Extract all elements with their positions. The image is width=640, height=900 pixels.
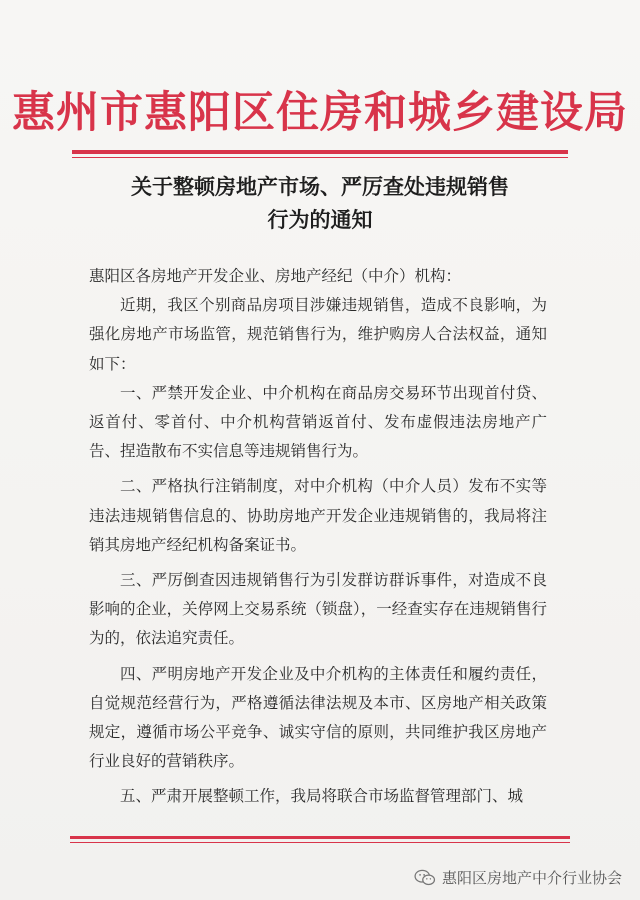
paragraph-item-4: 四、严明房地产开发企业及中介机构的主体责任和履约责任，自觉规范经营行为，严格遵循法律法规及本市、区房地产相关政策规定，遵循市场公平竞争、诚实守信的原则，共同维护我区房地产行业良好的营销秩序。 [89, 664, 547, 771]
footer-rule-thick [70, 836, 570, 839]
wechat-icon [414, 869, 436, 887]
watermark-text: 惠阳区房地产中介行业协会 [441, 869, 622, 887]
notice-title-line1: 关于整顿房地产市场、严厉查处违规销售 [131, 174, 509, 199]
paragraph-item-1: 一、严禁开发企业、中介机构在商品房交易环节出现首付贷、返首付、零首付、中介机构营销返首付、发布虚假违法房地产广告、捏造散布不实信息等违规销售行为。 [89, 383, 547, 461]
paragraph-item-2: 二、严格执行注销制度，对中介机构（中介人员）发布不实等违法违规销售信息的、协助房地产开发企业违规销售的，我局将注销其房地产经纪机构备案证书。 [89, 477, 547, 554]
notice-body [89, 262, 547, 818]
notice-title-line2: 行为的通知 [267, 207, 373, 232]
salutation: 惠阳区各房地产开发企业、房地产经纪（中介）机构： [89, 267, 462, 285]
paragraph-item-3: 三、严厉倒查因违规销售行为引发群访群诉事件，对造成不良影响的企业，关停网上交易系统（锁盘），一经查实存在违规销售行为的，依法追究责任。 [89, 571, 547, 648]
letterhead-rule-thick [72, 150, 568, 154]
notice-title [90, 170, 550, 236]
letterhead-rule-thin [72, 157, 568, 158]
paragraph-intro: 近期，我区个别商品房项目涉嫌违规销售，造成不良影响，为强化房地产市场监管，规范销售行为，维护购房人合法权益，通知如下： [89, 296, 547, 373]
footer-rule-thin [70, 842, 570, 843]
wechat-watermark [414, 867, 622, 888]
agency-letterhead: 惠州市惠阳区住房和城乡建设局 [12, 88, 628, 138]
paragraph-item-5: 五、严肃开展整顿工作，我局将联合市场监督管理部门、城 [120, 787, 524, 806]
